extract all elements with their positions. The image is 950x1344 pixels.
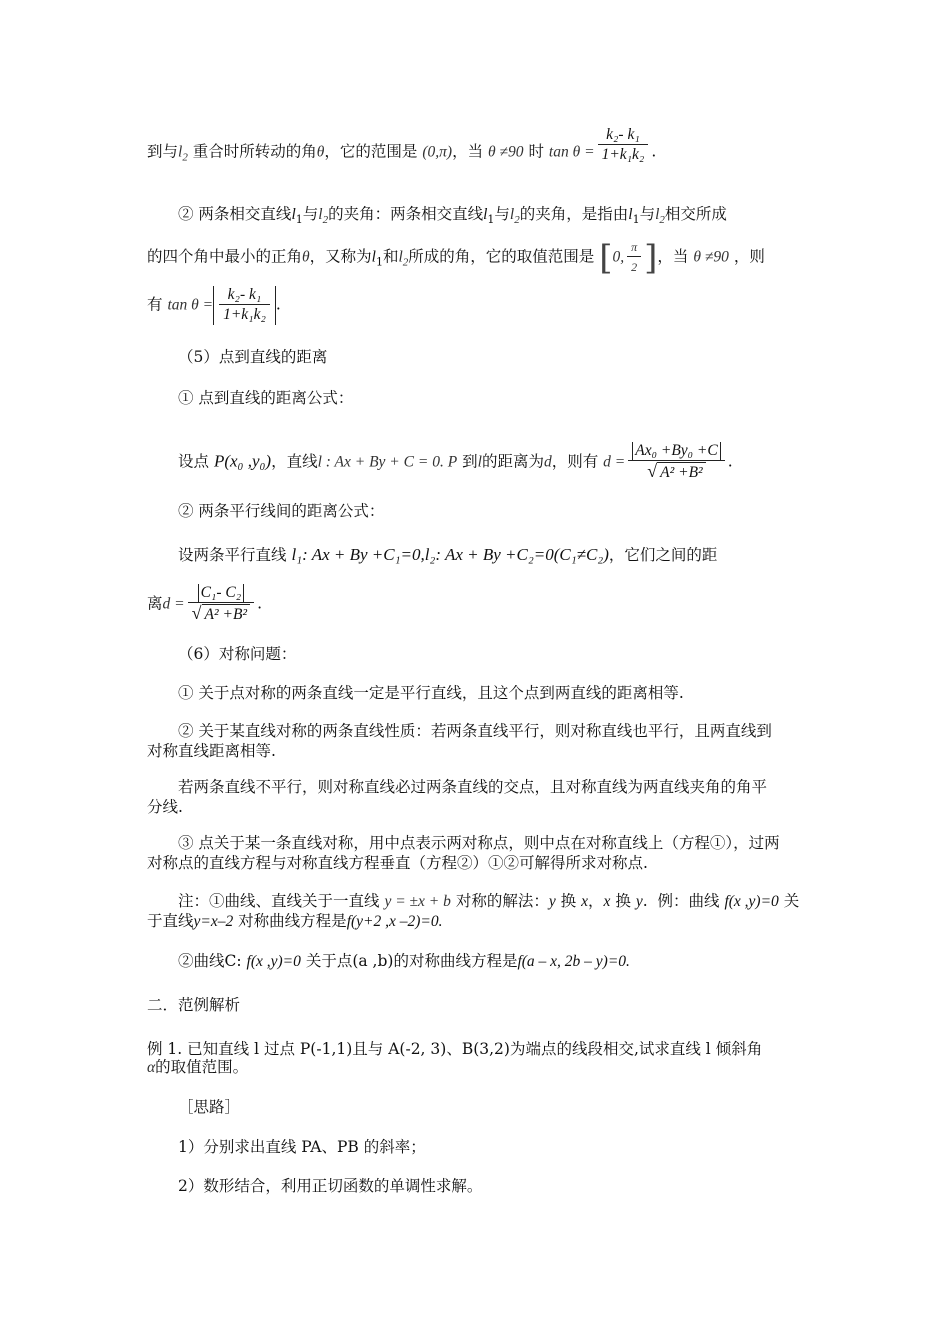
text: 对称的解法： <box>455 892 549 910</box>
subscript: 2 <box>514 214 520 226</box>
math-symbol: l <box>483 206 488 223</box>
text: 换 <box>560 892 577 910</box>
text: ，当 <box>452 142 484 161</box>
text: 的距离为 <box>481 452 544 471</box>
math-symbol: l <box>477 453 482 471</box>
absolute-value <box>213 286 276 325</box>
fraction-numerator <box>628 442 724 460</box>
text: 设两条平行直线 <box>178 546 287 564</box>
text: ， <box>588 892 604 910</box>
math-symbol: x <box>603 893 611 910</box>
text: . <box>727 452 733 471</box>
section-heading: （6）对称问题： <box>178 645 297 663</box>
math-symbol: l <box>318 206 323 223</box>
text-line: 例 1. 已知直线 l 过点 P(-1,1)且与 A(-2, 3)、B(3,2)为端点的线段相交,试求直线 l 倾斜角 <box>147 1040 763 1058</box>
subscript: 1 <box>487 213 495 226</box>
sqrt-radicand: A² +B² <box>657 462 706 483</box>
text: 所成的角，它的取值范围是 <box>408 247 595 266</box>
math-symbol: θ <box>302 248 310 266</box>
subscript: 2 <box>402 256 409 269</box>
math-expression: (0,π) <box>422 143 453 161</box>
math-symbol: y <box>548 893 556 910</box>
math-symbol: l <box>398 248 403 266</box>
math-expression: f(y+2 ,x –2)=0. <box>346 913 443 930</box>
text: 例：曲线 <box>657 892 720 910</box>
math-symbol: y <box>635 893 643 910</box>
math-symbol: l <box>291 206 296 223</box>
fraction <box>188 584 254 625</box>
text: 的取值范围。 <box>155 1058 249 1076</box>
math-expression: f(a – x, 2b – y)=0. <box>517 953 630 970</box>
math-expression: f(x ,y)=0 <box>246 953 301 970</box>
math-expression: y = ±x + b <box>384 893 451 910</box>
text: . <box>257 594 263 613</box>
math-expression: 0, <box>612 248 625 266</box>
text: 到与 <box>147 142 179 161</box>
subscript: 2 <box>659 214 665 226</box>
subscript: 1 <box>295 213 303 226</box>
absolute-value: Ax₀ +By₀ +C <box>632 442 720 460</box>
text: 和 <box>382 247 399 266</box>
text: ，它们之间的距 <box>608 546 718 564</box>
text: ，则有 <box>551 452 599 471</box>
text: 换 <box>615 892 631 910</box>
section-heading: 二．范例解析 <box>147 996 241 1014</box>
text: 于直线 <box>147 912 194 930</box>
text: . <box>651 142 657 161</box>
math-symbol: l <box>178 143 183 161</box>
sqrt-radicand: A² +B² <box>202 604 251 625</box>
math-symbol: x <box>581 893 589 910</box>
absolute-value: C₁- C₂ <box>198 584 245 602</box>
text-line <box>147 238 765 277</box>
fraction-numerator: π <box>631 240 638 254</box>
math-symbol: l <box>628 206 633 223</box>
text: ，当 <box>657 247 689 266</box>
text-line <box>147 126 657 169</box>
text-line: ③ 点关于某一条直线对称，用中点表示两对称点，则中点在对称直线上（方程①），过两 <box>178 834 780 852</box>
fraction <box>628 442 724 483</box>
text-line <box>178 950 630 973</box>
subscript: 1 <box>375 255 383 269</box>
math-symbol: θ <box>316 143 325 161</box>
math-symbol: d <box>543 453 552 471</box>
fraction <box>219 286 270 325</box>
text: 到 <box>462 452 478 471</box>
subscript: 1 <box>632 213 640 226</box>
text-line: ① 关于点对称的两条直线一定是平行直线，且这个点到两直线的距离相等. <box>178 684 684 702</box>
math-expression: P(x₀ ,y₀) <box>213 451 272 471</box>
text: 与 <box>494 205 510 223</box>
text-line <box>178 203 727 231</box>
text: ② 两条相交直线 <box>178 205 292 223</box>
math-expression: θ ≠90 <box>488 143 524 161</box>
text: 关 <box>783 892 800 910</box>
bracket-right: ] <box>644 237 658 278</box>
text: . <box>275 295 281 314</box>
text-line: 对称直线距离相等. <box>147 742 276 760</box>
text: 的夹角，是指由 <box>519 205 629 223</box>
text: 对称曲线方程是 <box>238 912 347 930</box>
text-line <box>147 1056 248 1079</box>
text-line <box>147 910 443 933</box>
text: . <box>642 892 648 910</box>
text-line: ② 关于某直线对称的两条直线性质：若两条直线平行，则对称直线也平行，且两直线到 <box>178 722 772 740</box>
math-symbol: l <box>509 206 515 223</box>
text-line: ① 点到直线的距离公式： <box>178 389 354 407</box>
text-line: 若两条直线不平行，则对称直线必过两条直线的交点，且对称直线为两直线夹角的角平 <box>178 778 768 796</box>
text: 离 <box>147 594 163 613</box>
fraction-denominator: 1+k₁k₂ <box>219 304 270 325</box>
fraction <box>598 126 649 165</box>
text: ②曲线C: <box>178 952 242 970</box>
subscript: 2 <box>182 151 188 164</box>
text-line: ［思路］ <box>178 1098 241 1116</box>
math-expression: f(x ,y)=0 <box>724 893 779 910</box>
text-line: 1）分别求出直线 PA、PB 的斜率； <box>178 1138 426 1156</box>
math-expression: l₁: Ax + By +C₁=0,l₂: Ax + By +C₂=0(C₁≠C₂) <box>291 545 609 564</box>
sqrt-icon: √ <box>647 461 658 482</box>
text-line <box>178 442 733 483</box>
math-expression: tan θ = <box>548 143 595 161</box>
math-expression: y=x–2 <box>193 913 234 930</box>
math-expression: l : Ax + By + C = 0. P <box>317 453 458 471</box>
text-line: 分线. <box>147 798 183 816</box>
text-line: 对称点的直线方程与对称直线方程垂直（方程②）①②可解得所求对称点. <box>147 854 648 872</box>
fraction-denominator <box>628 460 724 483</box>
math-symbol: l <box>371 248 376 266</box>
math-symbol: α <box>147 1059 156 1076</box>
text: 重合时所转动的角 <box>192 142 317 161</box>
text: 时 <box>528 142 544 161</box>
text-line <box>178 544 717 566</box>
text: 相交所成 <box>664 205 727 223</box>
text-line <box>147 584 262 625</box>
subscript: 2 <box>322 214 329 226</box>
text: 设点 <box>178 452 210 471</box>
text: 与 <box>302 205 319 223</box>
text-line <box>147 286 281 325</box>
text: 的四个角中最小的正角 <box>147 247 303 266</box>
text: 有 <box>147 295 163 314</box>
fraction-numerator: k₂- k₁ <box>606 126 640 143</box>
text: 与 <box>639 205 656 223</box>
fraction <box>627 238 641 277</box>
text: 注：①曲线、直线关于一直线 <box>178 892 380 910</box>
fraction-denominator: 1+k₁k₂ <box>598 144 649 165</box>
fraction-denominator <box>188 602 254 625</box>
math-expression: θ ≠90 <box>693 248 729 266</box>
text: 的夹角：两条相交直线 <box>328 205 484 223</box>
fraction-numerator <box>188 584 254 602</box>
section-heading: （5）点到直线的距离 <box>178 348 328 366</box>
bracket-left: [ <box>599 237 613 278</box>
math-expression: d = <box>603 453 626 471</box>
text: ，直线 <box>271 452 318 471</box>
text-line: ② 两条平行线间的距离公式： <box>178 502 385 520</box>
fraction-numerator: k₂- k₁ <box>227 286 262 303</box>
math-expression: tan θ = <box>167 296 214 314</box>
sqrt-icon: √ <box>191 603 202 624</box>
text: ，则 <box>733 247 765 266</box>
text: ，它的范围是 <box>324 142 418 161</box>
text-line: 2）数形结合，利用正切函数的单调性求解。 <box>178 1177 483 1195</box>
math-symbol: l <box>655 206 660 223</box>
fraction-denominator: 2 <box>627 256 641 277</box>
text: ，又称为 <box>309 247 372 266</box>
math-expression: d = <box>162 595 185 613</box>
text: 关于点(a ,b)的对称曲线方程是 <box>305 952 518 970</box>
